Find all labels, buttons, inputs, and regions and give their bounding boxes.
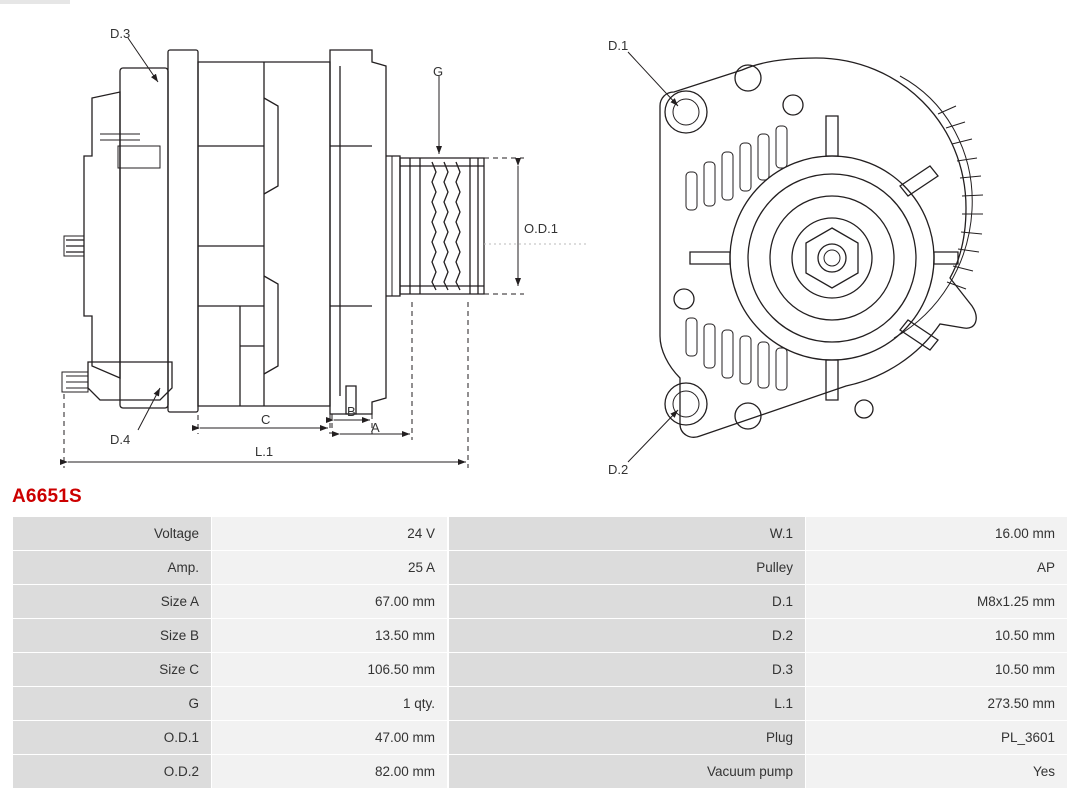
- table-row: [449, 619, 1068, 653]
- table-row: [449, 517, 1068, 551]
- spec-value: 1 qty.: [212, 687, 448, 721]
- table-row: [13, 755, 448, 789]
- table-row: [13, 517, 448, 551]
- spec-value: AP: [806, 551, 1068, 585]
- table-row: [449, 755, 1068, 789]
- spec-value: 82.00 mm: [212, 755, 448, 789]
- spec-label: D.1: [449, 585, 806, 619]
- label-d1: D.1: [608, 38, 629, 53]
- spec-label: O.D.1: [13, 721, 212, 755]
- spec-label: G: [13, 687, 212, 721]
- spec-value: 10.50 mm: [806, 619, 1068, 653]
- table-row: [449, 551, 1068, 585]
- spec-value: 25 A: [212, 551, 448, 585]
- table-row: [13, 619, 448, 653]
- specifications: [12, 516, 1068, 789]
- table-row: [13, 551, 448, 585]
- label-g: G: [433, 64, 444, 79]
- spec-label: D.2: [449, 619, 806, 653]
- table-row: [13, 721, 448, 755]
- spec-label: Plug: [449, 721, 806, 755]
- spec-value: 273.50 mm: [806, 687, 1068, 721]
- spec-value: 24 V: [212, 517, 448, 551]
- spec-value: Yes: [806, 755, 1068, 789]
- alternator-side-view: [62, 26, 586, 468]
- table-row: [449, 585, 1068, 619]
- label-b: B: [347, 404, 356, 419]
- spec-value: 67.00 mm: [212, 585, 448, 619]
- label-a: A: [371, 420, 380, 435]
- table-row: [13, 687, 448, 721]
- spec-value: 13.50 mm: [212, 619, 448, 653]
- table-row: [449, 721, 1068, 755]
- top-accent-bar: [0, 0, 70, 4]
- spec-value: PL_3601: [806, 721, 1068, 755]
- spec-label: Vacuum pump: [449, 755, 806, 789]
- spec-value: 106.50 mm: [212, 653, 448, 687]
- spec-label: W.1: [449, 517, 806, 551]
- spec-label: Amp.: [13, 551, 212, 585]
- spec-table-right: [448, 516, 1068, 789]
- technical-drawing: [0, 6, 1080, 484]
- alternator-end-view: [608, 38, 983, 477]
- table-row: [13, 653, 448, 687]
- spec-value: M8x1.25 mm: [806, 585, 1068, 619]
- label-d2: D.2: [608, 462, 629, 477]
- spec-table-left: [12, 516, 448, 789]
- spec-value: 10.50 mm: [806, 653, 1068, 687]
- spec-label: O.D.2: [13, 755, 212, 789]
- spec-value: 47.00 mm: [212, 721, 448, 755]
- table-row: [449, 653, 1068, 687]
- label-c: C: [261, 412, 271, 427]
- label-d4: D.4: [110, 432, 131, 447]
- label-od1: O.D.1: [524, 221, 558, 236]
- spec-label: Voltage: [13, 517, 212, 551]
- label-d3: D.3: [110, 26, 131, 41]
- spec-value: 16.00 mm: [806, 517, 1068, 551]
- spec-label: Size C: [13, 653, 212, 687]
- spec-label: Size B: [13, 619, 212, 653]
- spec-label: Size A: [13, 585, 212, 619]
- label-l1: L.1: [255, 444, 274, 459]
- table-row: [13, 585, 448, 619]
- spec-label: L.1: [449, 687, 806, 721]
- spec-label: D.3: [449, 653, 806, 687]
- spec-label: Pulley: [449, 551, 806, 585]
- table-row: [449, 687, 1068, 721]
- part-number-title: A6651S: [12, 486, 82, 507]
